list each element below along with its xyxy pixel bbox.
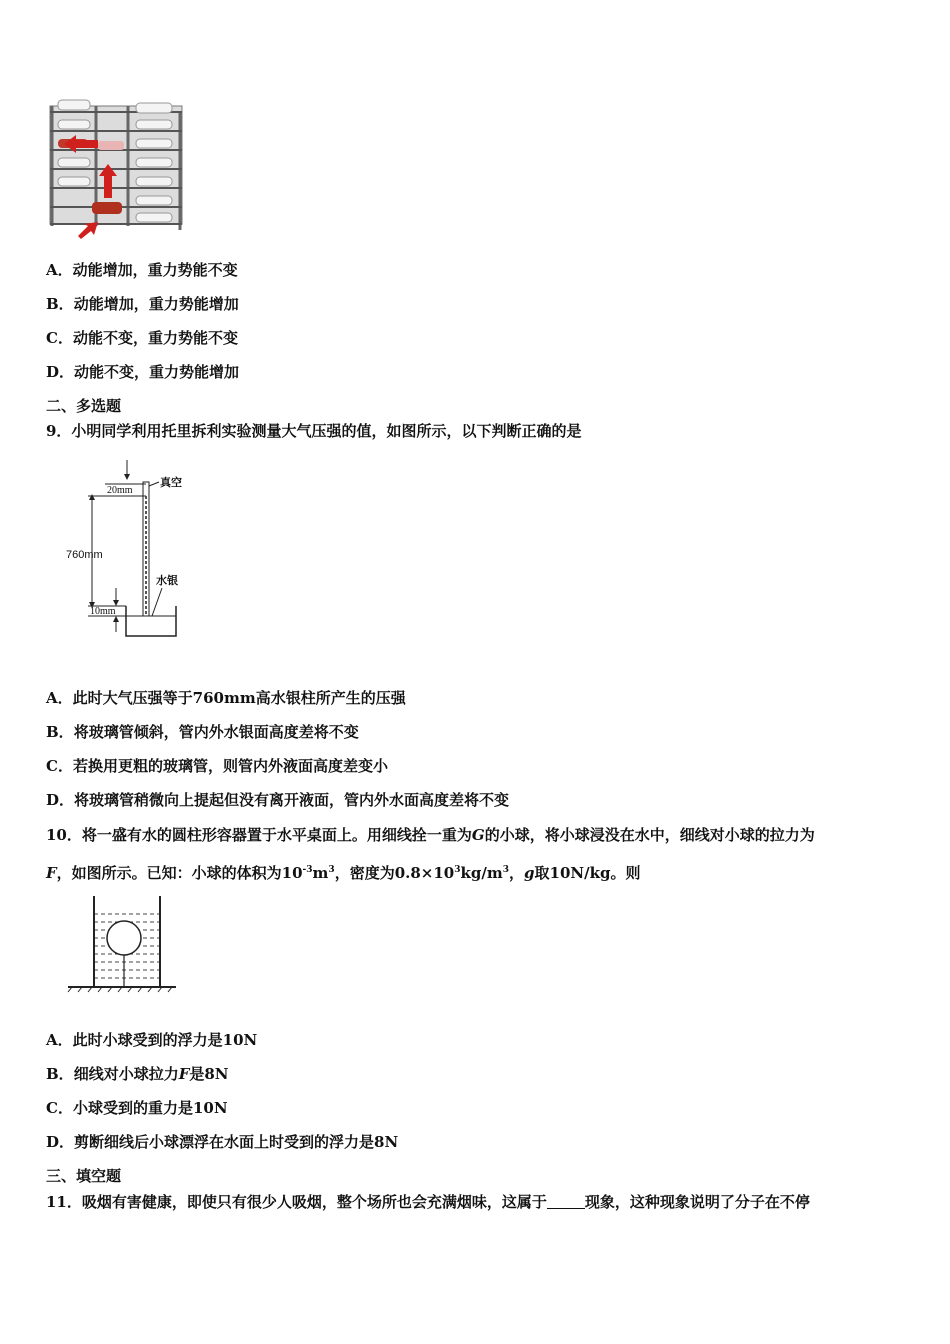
q8-option-a: A．动能增加，重力势能不变: [46, 261, 238, 279]
label-10mm: 10mm: [90, 606, 116, 617]
q11-stem: 11．吸烟有害健康，即使只有很少人吸烟，整个场所也会充满烟味，这属于 现象，这种现象说明了分子在不停: [46, 1193, 810, 1211]
q9-option-b: B．将玻璃管倾斜，管内外水银面高度差将不变: [46, 723, 359, 741]
section-multiple-choice-title: 二、多选题: [46, 397, 122, 415]
q9-option-c: C．若换用更粗的玻璃管，则管内外液面高度差变小: [46, 757, 388, 775]
section-fill-blank-title: 三、填空题: [46, 1167, 122, 1185]
q10-option-c: C．小球受到的重力是10N: [46, 1099, 228, 1117]
q9-option-d: D．将玻璃管稍微向上提起但没有离开液面，管内外水面高度差将不变: [46, 791, 510, 809]
q10-option-d: D．剪断细线后小球漂浮在水面上时受到的浮力是8N: [46, 1133, 399, 1151]
ball-in-water-figure: [64, 896, 180, 996]
q10-option-a: A．此时小球受到的浮力是10N: [46, 1031, 258, 1049]
parking-garage-figure: [46, 98, 188, 240]
label-760mm: 760mm: [66, 549, 103, 561]
label-mercury: 水银: [156, 574, 178, 587]
label-vacuum: 真空: [160, 476, 182, 489]
q8-option-c: C．动能不变，重力势能不变: [46, 329, 238, 347]
q8-option-b: B．动能增加，重力势能增加: [46, 295, 239, 313]
q9-option-a: A．此时大气压强等于760mm高水银柱所产生的压强: [46, 689, 406, 707]
q10-option-b: B．细线对小球拉力F是8N: [46, 1065, 229, 1083]
q10-stem-line2: F，如图所示。已知：小球的体积为$10^{-3}m^3$，密度为$0.8\times 10^3kg/m^3$，g取10N/kg。则: [46, 864, 641, 882]
q8-option-d: D．动能不变，重力势能增加: [46, 363, 240, 381]
label-20mm: 20mm: [107, 485, 133, 496]
torricelli-figure: [60, 460, 200, 640]
q11-blank[interactable]: [547, 1194, 585, 1209]
q9-stem: 9．小明同学利用托里拆利实验测量大气压强的值，如图所示，以下判断正确的是: [46, 422, 582, 440]
q10-stem-line1: 10．将一盛有水的圆柱形容器置于水平桌面上。用细线拴一重为G的小球，将小球浸没在水中，细线对小球的拉力为: [46, 826, 815, 844]
